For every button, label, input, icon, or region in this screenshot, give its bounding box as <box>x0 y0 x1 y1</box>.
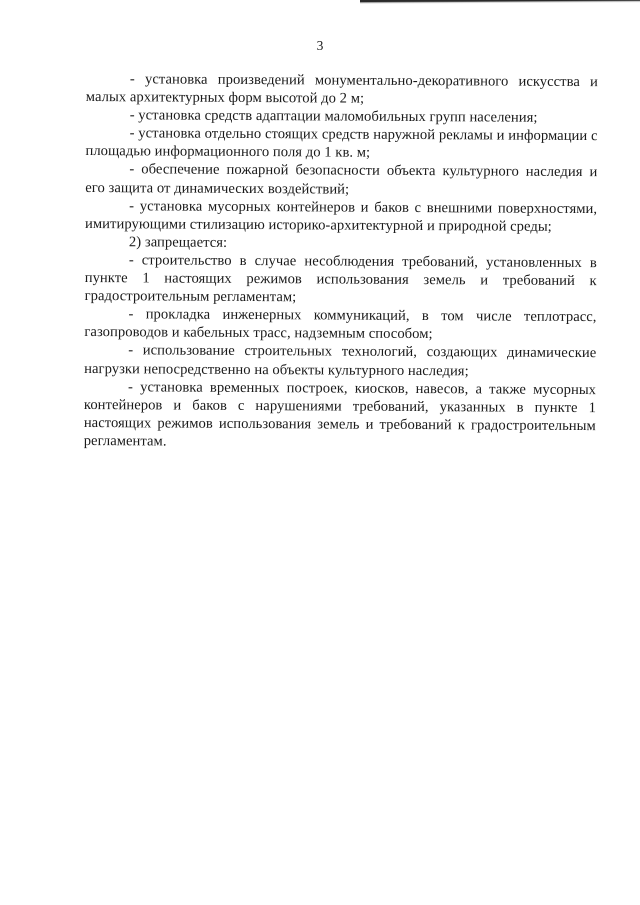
paragraph-dynamic-loads: - использование строительных технологий, создающих динамические нагрузки непосредственно на объекты культурного наследия; <box>84 342 597 379</box>
paragraph-monumental-art: - установка произведений монументально-декоративного искусства и малых архитектурных форм высотой до 2 м; <box>85 71 598 107</box>
document-body <box>84 70 598 453</box>
paragraph-prohibited-heading: 2) запрещается: <box>128 234 228 251</box>
paragraph-fire-safety: - обеспечение пожарной безопасности объекта культурного наследия и его защита от динамических воздействий; <box>85 161 598 198</box>
paragraph-temporary-structures: - установка временных построек, киосков, навесов, а также мусорных контейнеров и баков с нарушениями требований, указанных в пункте 1 настоящих режимов использования земель и требований к градостроительным регламентам. <box>83 378 597 450</box>
paragraph-waste-containers: - установка мусорных контейнеров и баков с внешними поверхностями, имитирующими стилизацию историко-архитектурной и природной среды; <box>85 197 598 235</box>
page-number: 3 <box>316 38 324 53</box>
paragraph-overhead-utilities: - прокладка инженерных коммуникаций, в том числе теплотрасс, газопроводов и кабельных трасс, надземным способом; <box>84 306 597 343</box>
paragraph-outdoor-advertising: - установка отдельно стоящих средств наружной рекламы и информации с площадью информационного поля до 1 кв. м; <box>85 125 598 162</box>
paragraph-accessibility-means: - установка средств адаптации маломобильных групп населения; <box>129 107 538 126</box>
paragraph-construction-violation: - строительство в случае несоблюдения требований, установленных в пункте 1 настоящих режимов использования земель и требований к градостроительным регламентам; <box>84 252 597 306</box>
scan-edge-mark <box>360 0 640 4</box>
